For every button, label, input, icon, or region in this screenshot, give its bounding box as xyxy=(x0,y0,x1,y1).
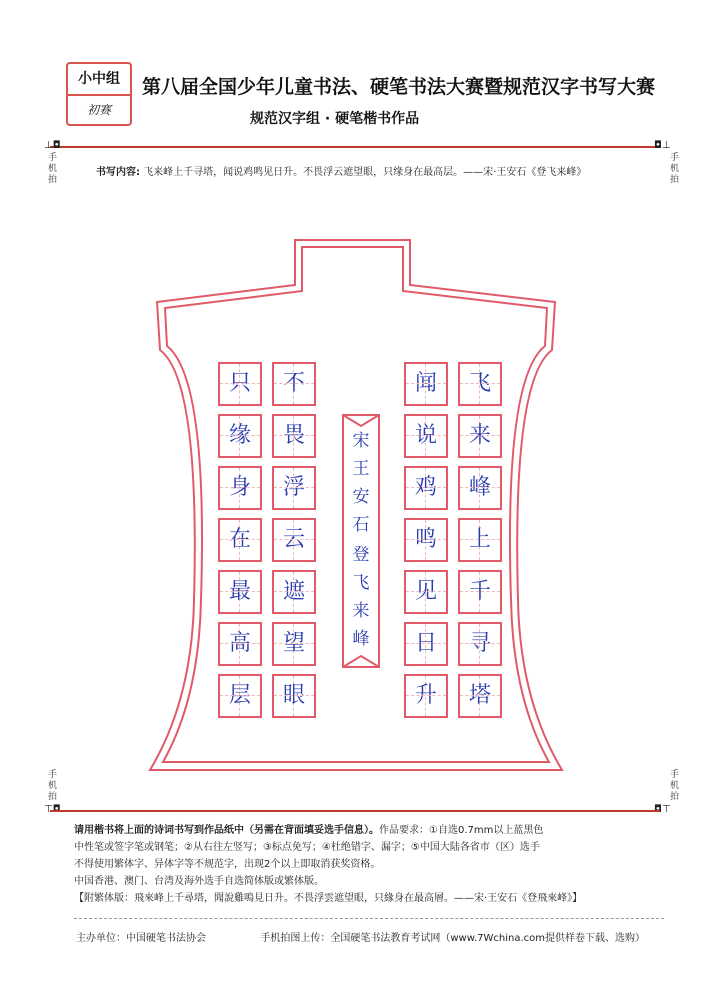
grid-cell xyxy=(272,674,316,718)
grid-char: 鸡 xyxy=(414,475,437,500)
grid-char: 来 xyxy=(468,423,491,448)
grid-char: 最 xyxy=(228,579,251,604)
grid-cell xyxy=(404,414,448,458)
instructions-line3: 不得使用繁体字、异体字等不规范字，出现2个以上即取消获奖资格。 xyxy=(74,859,381,870)
grid-cell xyxy=(272,622,316,666)
grid-char: 鸣 xyxy=(414,527,437,552)
grid-cell xyxy=(404,622,448,666)
group-label: 小中组 xyxy=(68,64,130,96)
grid-cell xyxy=(218,674,262,718)
footer-organizer: 主办单位：中国硬笔书法协会 xyxy=(76,933,206,944)
instructions-line2: 中性笔或签字笔或钢笔；②从右往左竖写；③标点免写；④杜绝错字、漏字；⑤中国大陆各省市（区）选手 xyxy=(74,842,540,853)
camera-icon-top-left: ⊥◘ xyxy=(44,140,61,151)
grid-cell xyxy=(404,570,448,614)
grid-cell xyxy=(218,414,262,458)
grid-cell xyxy=(218,362,262,406)
writing-content-text: 飞来峰上千寻塔，闻说鸡鸣见日升。不畏浮云遮望眼，只缘身在最高层。——宋·王安石《登飞来峰》 xyxy=(143,167,587,178)
grid-cell xyxy=(218,622,262,666)
footer-divider xyxy=(74,918,664,919)
signature-column xyxy=(344,418,378,666)
grid-char: 升 xyxy=(414,683,437,708)
instructions-lead: 请用楷书将上面的诗词书写到作品纸中（另需在背面填妥选手信息）。 xyxy=(74,825,379,836)
grid-char: 望 xyxy=(282,631,305,656)
grid-cell xyxy=(404,674,448,718)
grid-char: 不 xyxy=(282,371,305,396)
grid-char: 飞 xyxy=(468,371,491,396)
camera-mark-bottom-right: 手 机 拍 xyxy=(670,770,680,802)
grid-char: 寻 xyxy=(468,631,491,656)
signature-char: 宋 xyxy=(352,431,370,451)
camera-mark-top-left: 手 机 拍 xyxy=(48,153,58,185)
camera-mark-bottom-left: 手 机 拍 xyxy=(48,770,58,802)
stage-label: 初赛 xyxy=(86,103,111,117)
grid-char: 云 xyxy=(282,527,305,552)
grid-cell xyxy=(458,466,502,510)
grid-char: 在 xyxy=(228,527,251,552)
grid-char: 畏 xyxy=(282,423,305,448)
camera-icon-bottom-left: ⊤◘ xyxy=(44,804,61,815)
grid-cell xyxy=(458,362,502,406)
grid-char: 峰 xyxy=(468,475,491,500)
writing-content-label: 书写内容: xyxy=(96,167,140,178)
instructions xyxy=(74,822,674,907)
grid-char: 遮 xyxy=(282,579,305,604)
signature-char: 登 xyxy=(352,545,370,565)
grid-cell xyxy=(218,466,262,510)
grid-char: 浮 xyxy=(282,475,305,500)
grid-char: 千 xyxy=(468,579,491,604)
camera-mark-top-right: 手 机 拍 xyxy=(670,153,680,185)
grid-char: 说 xyxy=(414,423,437,448)
signature-char: 安 xyxy=(352,487,370,507)
grid-char: 眼 xyxy=(282,683,305,708)
grid-cell xyxy=(218,518,262,562)
camera-icon-bottom-right: ◘⊤ xyxy=(654,804,671,815)
bottom-rule xyxy=(50,810,660,812)
grid-cell xyxy=(404,518,448,562)
page-subtitle: 规范汉字组 · 硬笔楷书作品 xyxy=(250,111,420,127)
grid-cell xyxy=(458,518,502,562)
instructions-line5: 【附繁体版：飛來峰上千尋塔，聞說雞鳴見日升。不畏浮雲遮望眼，只緣身在最高層。——宋·王安石《登飛來峰》】 xyxy=(74,893,583,904)
grid-char: 日 xyxy=(414,631,437,656)
signature-char: 王 xyxy=(352,459,370,479)
grid-cell xyxy=(458,622,502,666)
signature-char: 来 xyxy=(352,601,370,621)
grid-char: 见 xyxy=(414,579,437,604)
grid-char: 高 xyxy=(228,631,251,656)
grid-char: 闻 xyxy=(414,371,437,396)
instructions-line4: 中国香港、澳门、台湾及海外选手自选简体版或繁体版。 xyxy=(74,876,324,887)
grid-char: 身 xyxy=(228,475,251,500)
instructions-requirements: 作品要求：①自选0.7mm以上蓝黑色 xyxy=(379,825,544,836)
footer xyxy=(76,929,676,944)
signature-char: 石 xyxy=(352,515,370,535)
grid-cell xyxy=(272,362,316,406)
grid-cell xyxy=(272,518,316,562)
grid-cell xyxy=(272,570,316,614)
grid-cell xyxy=(404,362,448,406)
signature-char: 峰 xyxy=(352,629,370,649)
grid-cell xyxy=(458,674,502,718)
grid-char: 只 xyxy=(228,371,251,396)
instructions-line1 xyxy=(74,822,674,839)
grid-char: 塔 xyxy=(468,683,491,708)
grid-char: 层 xyxy=(228,683,251,708)
page-title: 第八届全国少年儿童书法、硬笔书法大赛暨规范汉字书写大赛 xyxy=(142,76,656,98)
grid-cell xyxy=(458,414,502,458)
grid-cell xyxy=(218,570,262,614)
signature-char: 飞 xyxy=(352,573,370,593)
grid-cell xyxy=(404,466,448,510)
camera-icon-top-right: ◘⊥ xyxy=(654,140,671,151)
grid-cell xyxy=(458,570,502,614)
grid-cell xyxy=(272,414,316,458)
grid-cell xyxy=(272,466,316,510)
grid-char: 上 xyxy=(468,527,491,552)
footer-upload: 手机拍图上传：全国硬笔书法教育考试网（www.7Wchina.com提供样卷下载、选购） xyxy=(260,933,646,944)
grid-char: 缘 xyxy=(228,423,251,448)
